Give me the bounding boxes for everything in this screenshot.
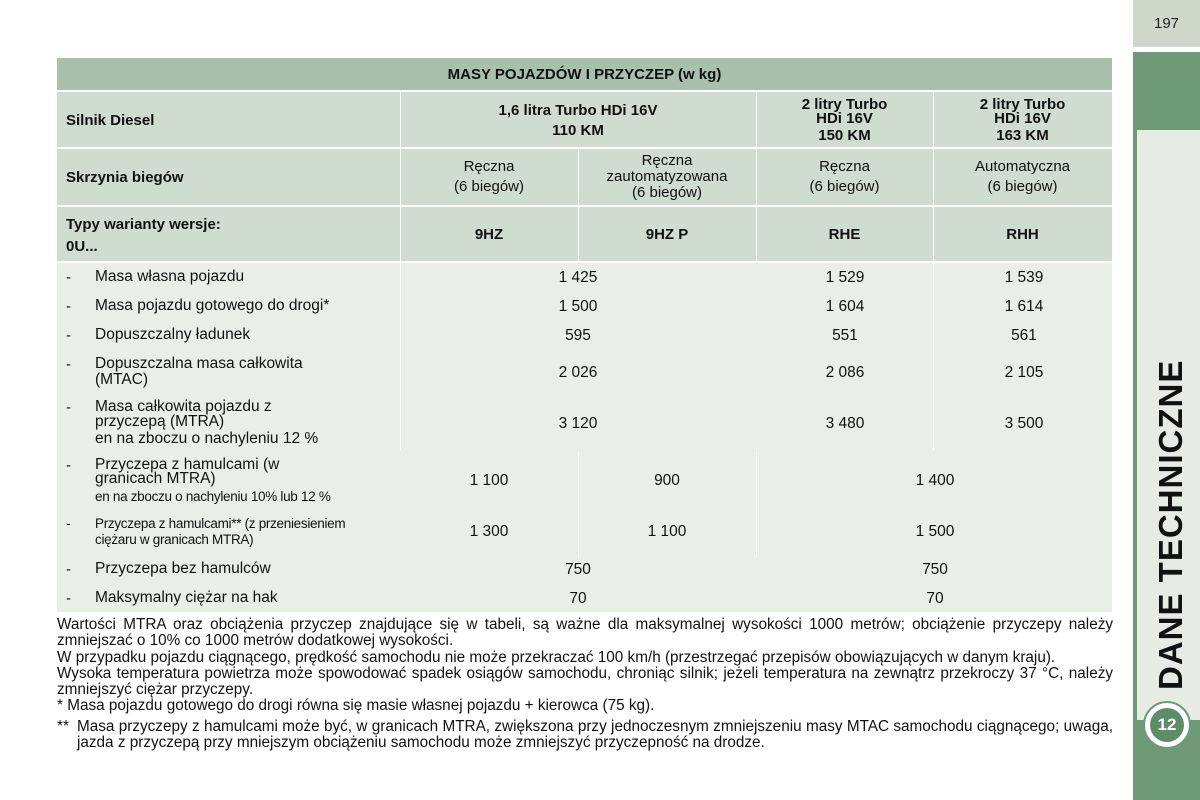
row-value: 900 [654, 472, 680, 489]
engine-power: 163 KM [996, 126, 1049, 144]
footnote-text: Masa przyczepy z hamulcami może być, w granicach MTRA, zwiększona przy jednoczesnym zmniejszeniu masy MTAC samochodu ciągnącego; uwaga, jazda z przyczepą przy mniejszym obciążeniu samochodu może zmniejszyć przyczepność na drodze. [77, 717, 1113, 752]
footnote-marker: ** [57, 717, 69, 735]
row-value: 1 539 [1004, 269, 1044, 286]
row-bullet: - [66, 269, 71, 286]
note-paragraph: W przypadku pojazdu ciągnącego, prędkość samochodu nie może przekraczać 100 km/h (przestrzegać przepisów obowiązujących w danym kraju). [57, 648, 1056, 666]
type-code: 9HZ P [645, 225, 689, 243]
row-label: Masa pojazdu gotowego do drogi* [95, 297, 330, 314]
row-bullet: - [66, 327, 71, 344]
types-label-code: 0U... [66, 238, 98, 255]
row-value: 750 [565, 561, 591, 578]
grid-line [57, 261, 1112, 263]
engine-label: Silnik Diesel [66, 112, 155, 129]
type-code: RHH [1006, 225, 1039, 243]
note-footnote: * Masa pojazdu gotowego do drogi równa się masie własnej pojazdu + kierowca (75 kg). [57, 697, 655, 715]
row-label: Masa własna pojazdu [95, 268, 245, 285]
gearbox-cell [756, 152, 933, 202]
type-code: 9HZ [474, 225, 504, 243]
row-value: 1 614 [1004, 298, 1044, 315]
row-value: 1 300 [469, 523, 509, 540]
engine-text: 1,6 litra Turbo HDi 16V [498, 101, 658, 119]
row-value: 1 425 [558, 269, 598, 286]
gearbox-text: Ręczna [819, 158, 870, 175]
note-paragraph: Wysoka temperatura powietrza może spowodować spadek osiągów samochodu, chroniąc silnik; jeżeli temperatura na zewnątrz przekroczy 37 °C, należy zmniejszyć ciężar przyczepy. [57, 664, 1113, 699]
row-bullet: - [66, 590, 71, 607]
gearbox-text: Ręczna [463, 158, 515, 175]
gearbox-cell [933, 152, 1112, 202]
chapter-number: 12 [1150, 708, 1184, 742]
page-number: 197 [1133, 0, 1200, 47]
engine-2-0-163 [933, 96, 1112, 144]
row-bullet: - [66, 516, 71, 531]
engine-text: HDi 16V [994, 109, 1051, 127]
gearbox-text: (6 biegów) [987, 178, 1058, 195]
note-footnote-2 [57, 719, 1113, 752]
gearbox-text: Ręczna [641, 152, 693, 169]
row-value: 1 100 [469, 472, 509, 489]
row-bullet: - [66, 356, 71, 373]
table-title: MASY POJAZDÓW I PRZYCZEP (w kg) [57, 58, 1112, 90]
row-value: 3 480 [825, 415, 865, 432]
row-value: 561 [1011, 327, 1037, 344]
types-label: Typy warianty wersje: [66, 216, 221, 233]
engine-power: 150 KM [818, 126, 871, 144]
row-label: (MTAC) [95, 371, 149, 388]
gearbox-text: (6 biegów) [809, 178, 880, 195]
engine-text: HDi 16V [816, 109, 873, 127]
type-code: RHE [828, 225, 861, 243]
row-value: 70 [569, 590, 587, 607]
row-value: 70 [926, 590, 944, 607]
row-value: 750 [922, 561, 948, 578]
grid-line [578, 452, 579, 557]
gearbox-text: (6 biegów) [453, 178, 525, 195]
row-label: Dopuszczalny ładunek [95, 326, 251, 343]
row-label: Maksymalny ciężar na hak [95, 589, 278, 606]
row-value: 1 400 [915, 472, 955, 489]
row-value: 1 500 [558, 298, 598, 315]
row-label: Dopuszczalna masa całkowita [95, 355, 303, 372]
row-label: Przyczepa z hamulcami (w [95, 456, 280, 473]
row-value: 2 105 [1004, 364, 1044, 381]
row-bullet: - [66, 298, 71, 315]
row-value: 3 120 [558, 415, 598, 432]
grid-line [57, 147, 1112, 149]
notes [57, 617, 1113, 751]
gearbox-text: (6 biegów) [631, 184, 703, 201]
row-label: ciężaru w granicach MTRA) [95, 532, 254, 547]
row-label: przyczepą (MTRA) [95, 413, 225, 430]
row-value: 2 086 [825, 364, 865, 381]
row-bullet: - [66, 561, 71, 578]
row-label: en na zboczu o nachyleniu 12 % [95, 430, 319, 447]
row-value: 1 100 [647, 523, 687, 540]
engine-text: 2 litry Turbo [801, 95, 888, 113]
row-value: 1 500 [915, 523, 955, 540]
row-value: 3 500 [1004, 415, 1044, 432]
row-value: 551 [832, 327, 858, 344]
section-title: DANE TECHNICZNE [1152, 359, 1189, 690]
gearbox-text: Automatyczna [974, 158, 1071, 175]
engine-2-0-150 [756, 96, 933, 144]
gearbox-label: Skrzynia biegów [66, 169, 184, 186]
row-value: 1 529 [825, 269, 865, 286]
row-value: 2 026 [558, 364, 598, 381]
row-label: en na zboczu o nachyleniu 10% lub 12 % [95, 489, 331, 504]
gearbox-text: zautomatyzowana [606, 168, 728, 185]
grid-line [756, 452, 757, 557]
engine-1-6 [400, 100, 756, 140]
gearbox-cell [400, 152, 578, 202]
row-label: Masa całkowita pojazdu z [95, 398, 272, 415]
row-value: 595 [565, 327, 591, 344]
note-paragraph: Wartości MTRA oraz obciążenia przyczep znajdujące się w tabeli, są ważne dla maksymalnej wysokości 1000 metrów; obciążenie przyczepy należy zmniejszać o 10% co 1000 metrów dodatkowej wysokości. [57, 616, 1113, 650]
engine-text: 2 litry Turbo [979, 95, 1066, 113]
row-bullet: - [66, 457, 71, 474]
row-bullet: - [66, 399, 71, 416]
grid-line [933, 92, 934, 450]
chapter-badge [1143, 701, 1191, 749]
row-label: granicach MTRA) [95, 470, 216, 487]
engine-power: 110 KM [552, 121, 604, 139]
grid-line [400, 92, 401, 450]
row-value: 1 604 [825, 298, 865, 315]
gearbox-cell [578, 150, 756, 204]
row-label: Przyczepa z hamulcami** (z przeniesieniem [95, 516, 346, 531]
row-label: Przyczepa bez hamulców [95, 560, 271, 577]
